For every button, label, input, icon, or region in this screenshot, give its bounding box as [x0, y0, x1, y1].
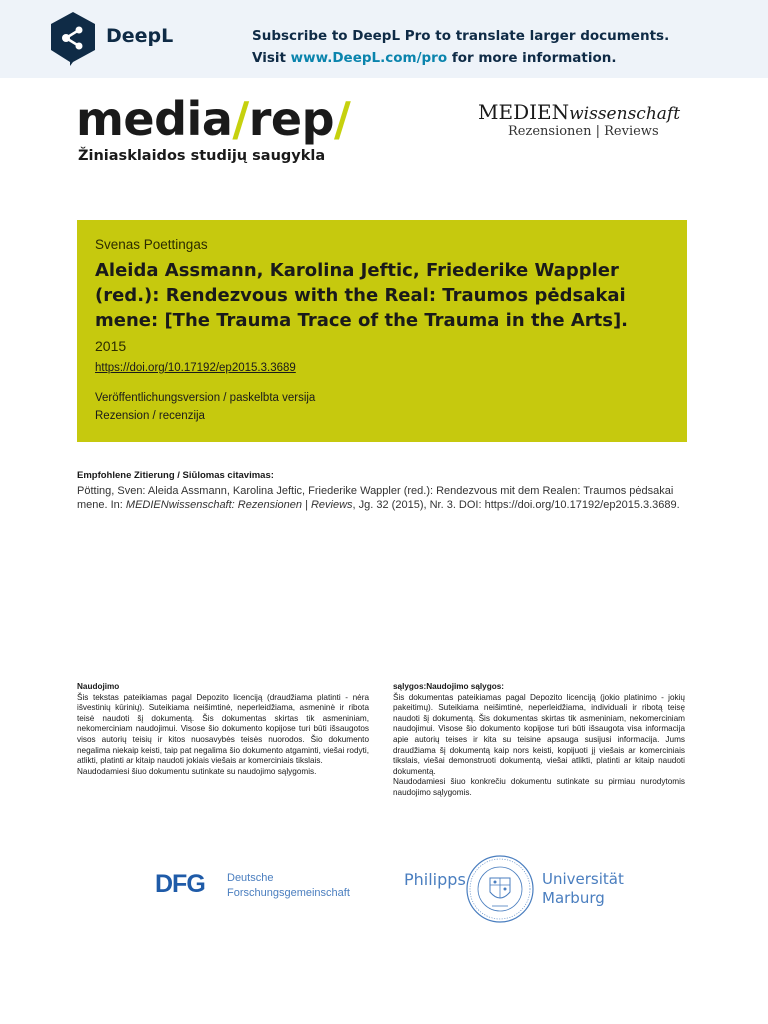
record-doi-link[interactable]: https://doi.org/10.17192/ep2015.3.3689	[95, 362, 296, 374]
umr-philipps: Philipps	[404, 870, 466, 889]
journal-main: MEDIEN	[478, 100, 570, 124]
terms-left-heading: Naudojimo	[77, 682, 120, 691]
citation-text	[77, 485, 689, 512]
terms-left-paragraph-2: Naudodamiesi šiuo dokumentu sutinkate su naudojimo sąlygomis.	[77, 766, 317, 776]
banner-line-1: Subscribe to DeepL Pro to translate larger documents.	[252, 28, 670, 44]
banner-suffix: for more information.	[447, 50, 617, 66]
citation-part-1: Pötting, Sven: Aleida Assmann, Karolina Jeftic, Friederike Wappler (red.): Rendezvous mit dem Realen: Traumos pėdsakai mene. In:	[77, 485, 674, 511]
banner-message	[252, 25, 669, 69]
citation-part-2: , Jg. 32 (2015), Nr. 3. DOI: https://doi.org/10.17192/ep2015.3.3689.	[352, 498, 680, 511]
banner-visit: Visit	[252, 50, 291, 66]
record-version: Veröffentlichungsversion / paskelbta versija	[95, 392, 316, 404]
logo-slash-2: /	[334, 92, 351, 146]
record-box	[77, 220, 687, 442]
citation-journal: MEDIENwissenschaft: Rezensionen | Reviews	[125, 498, 353, 511]
journal-subtitle: Rezensionen | Reviews	[508, 124, 659, 139]
umr-universitat: Universität	[542, 870, 624, 888]
repository-subtitle: Žiniasklaidos studijų saugykla	[78, 148, 326, 164]
record-author: Svenas Poettingas	[95, 237, 208, 252]
terms-right-column	[393, 682, 685, 799]
deepl-pro-link[interactable]: www.DeepL.com/pro	[290, 50, 448, 66]
dfg-line-1: Deutsche	[227, 872, 274, 884]
dfg-logo	[155, 868, 365, 908]
deepl-brand-name: DeepL	[106, 25, 174, 47]
umr-marburg: Marburg	[542, 889, 605, 907]
deepl-logo-icon	[48, 10, 98, 66]
terms-right-heading: sąlygos:Naudojimo sąlygos:	[393, 682, 505, 691]
journal-italic: wissenschaft	[569, 104, 681, 124]
terms-left-column	[77, 682, 369, 777]
journal-logo	[478, 100, 680, 124]
terms-right-paragraph-1: Šis dokumentas pateikiamas pagal Depozito licenciją (jokio platinimo - jokių pakeitimų). Suteikiama neišimtinė, neperleidžiama, individuali ir ribotą teisę naudoti šį dokumentą. Šis dokumentas skirtas tik asmeniniam, nekomerciniam naudojimui. Visose šio dokumento kopijose turi būti išsaugota visa informacija apie autorių teises ir kita su teisine apsauga susijusi informacija. Jums draudžiama šį dokumentą kaip nors keisti, kopijuoti jį viešais ar komerciniais tikslais, viešai demonstruoti dokumentą, viešai atlikti, platinti ar kitaip naudoti dokumentą.	[393, 692, 685, 776]
citation-label: Empfohlene Zitierung / Siūlomas citavimas:	[77, 470, 274, 481]
record-title: Aleida Assmann, Karolina Jeftic, Friederike Wappler (red.): Rendezvous with the Real: Traumos pėdsakai mene: [The Trauma Trace of the Trauma in the Arts].	[95, 260, 629, 331]
logo-rep: rep	[248, 92, 334, 146]
dfg-line-2: Forschungsgemeinschaft	[227, 887, 350, 899]
logo-slash-1: /	[232, 92, 249, 146]
terms-right-paragraph-2: Naudodamiesi šiuo konkrečiu dokumentu sutinkate su pirmiau nurodytomis naudojimo sąlygomis.	[393, 777, 685, 797]
dfg-mark: DFG	[155, 870, 205, 898]
record-year: 2015	[95, 338, 127, 354]
deepl-banner	[0, 0, 768, 78]
banner-line-2	[252, 47, 669, 69]
terms-left-paragraph-1: Šis tekstas pateikiamas pagal Depozito licenciją (draudžiama platinti - nėra išvestinių kūrinių). Suteikiama neišimtinė, neperleidžiama, asmeninė ir ribota teisė naudoti šį dokumentą. Šis dokumentas skirtas tik asmeniniam, nekomerciniam naudojimui. Visose šio dokumento kopijose turi būti išsaugotos visos autorių teisių ir kitos nuosavybės teisės nuorodos. Šio dokumento negalima niekaip keisti, taip pat negalima šio dokumento atgaminti, viešai rodyti, atlikti, platinti ar kitaip naudoti jokiais viešais ar komerciniais tikslais.	[77, 692, 369, 766]
record-type: Rezension / recenzija	[95, 410, 205, 422]
media-rep-logo	[76, 92, 350, 146]
university-seal-icon	[462, 854, 538, 924]
logo-media: media	[76, 92, 233, 146]
